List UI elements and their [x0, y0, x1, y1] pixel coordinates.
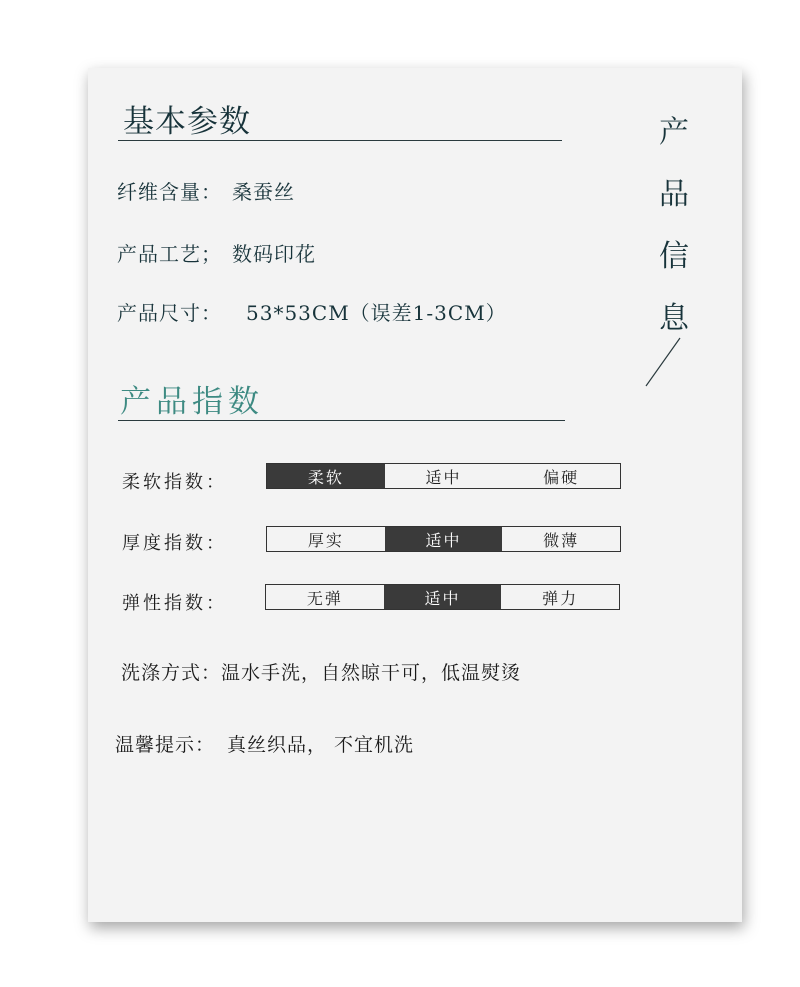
tip-value: 真丝织品， 不宜机洗 — [227, 734, 415, 756]
param-value: 桑蚕丝 — [232, 180, 295, 204]
param-row-size — [117, 297, 507, 326]
side-title: 产品信息 — [659, 115, 689, 336]
scale-option: 适中 — [384, 585, 502, 609]
scale-option: 厚实 — [307, 530, 344, 550]
basic-params-heading: 基本参数 — [123, 104, 251, 140]
softness-label: 柔软指数： — [122, 472, 227, 493]
scale-option: 无弹 — [306, 588, 343, 608]
thickness-scale — [266, 526, 621, 552]
slash-decoration — [644, 336, 682, 388]
param-value: 53*53CM（误差1-3CM） — [246, 301, 507, 325]
divider — [118, 140, 562, 141]
divider — [118, 420, 565, 421]
softness-scale — [266, 463, 621, 489]
scale-option: 偏硬 — [543, 467, 580, 487]
scale-option: 微薄 — [543, 530, 580, 550]
param-row-craft — [117, 238, 316, 267]
product-index-heading: 产品指数 — [120, 384, 264, 420]
scale-option: 柔软 — [267, 464, 385, 488]
param-row-fiber — [117, 176, 295, 205]
scale-option: 弹力 — [542, 588, 579, 608]
param-value: 数码印花 — [232, 242, 316, 266]
elasticity-scale — [265, 584, 620, 610]
scale-option: 适中 — [385, 527, 503, 551]
warm-tip — [115, 730, 414, 757]
tip-label: 温馨提示： — [115, 734, 216, 756]
param-label: 纤维含量： — [117, 180, 222, 204]
elasticity-label: 弹性指数： — [122, 593, 227, 614]
scale-option: 适中 — [425, 467, 462, 487]
thickness-label: 厚度指数： — [122, 533, 227, 554]
product-info-card — [88, 68, 742, 922]
param-label: 产品尺寸： — [117, 301, 222, 325]
param-label: 产品工艺； — [117, 242, 222, 266]
washing-method: 洗涤方式：温水手洗，自然晾干可，低温熨烫 — [121, 662, 522, 684]
